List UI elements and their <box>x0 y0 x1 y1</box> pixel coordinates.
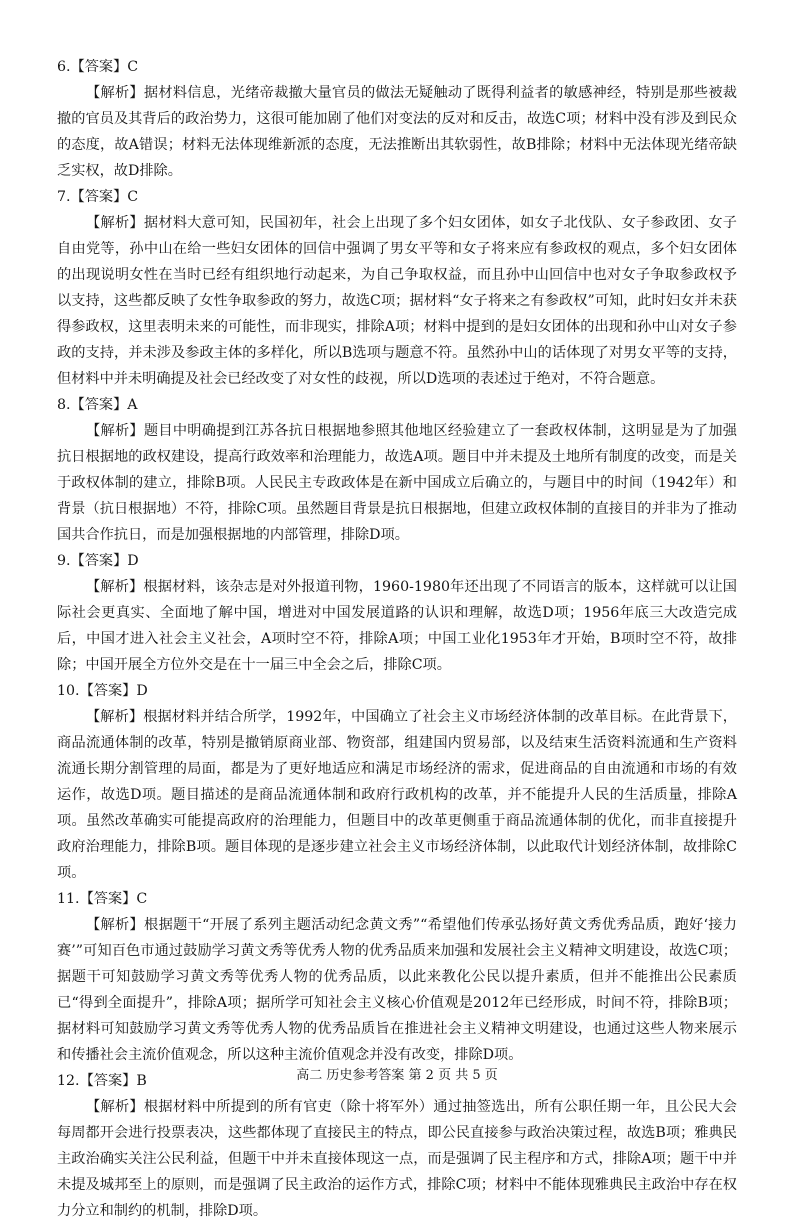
page-footer: 高二 历史参考答案 第 2 页 共 5 页 <box>296 1068 498 1083</box>
analysis-10: 【解析】根据材料并结合所学，1992年，中国确立了社会主义市场经济体制的改革目标。在此背景下，商品流通体制的改革，特别是撤销原商业部、物资部，组建国内贸易部，以及结束生活资料流通和生产资料流通长期分割管理的局面，都是为了更好地适应和满足市场经济的需求，促进商品的自由流通和市场的有效运作，故选D项。题目描述的是商品流通体制和政府行政机构的改革，并不能提升人民的生活质量，排除A项。虽然改革确实可能提高政府的治理能力，但题目中的改革更侧重于商品流通体制的优化，而非直接提升政府治理能力，排除B项。题目体现的是逐步建立社会主义市场经济体制，以此取代计划经济体制，故排除C项。 <box>57 709 737 881</box>
answer-12: 12.【答案】B <box>57 1073 147 1089</box>
answer-6: 6.【答案】C <box>57 59 139 75</box>
answer-key-body <box>57 54 737 1224</box>
analysis-11: 【解析】根据题干“开展了系列主题活动纪念黄文秀”“希望他们传承弘扬好黄文秀优秀品质，跑好‘接力赛’”可知百色市通过鼓励学习黄文秀等优秀人物的优秀品质来加强和发展社会主义精神文明建设，故选C项；据题干可知鼓励学习黄文秀等优秀人物的优秀品质，以此来教化公民以提升素质，但并不能推出公民素质已“得到全面提升”，排除A项；据所学可知社会主义核心价值观是2012年已经形成，时间不符，排除B项；据材料可知鼓励学习黄文秀等优秀人物的优秀品质旨在推进社会主义精神文明建设，也通过这些人物来展示和传播社会主流价值观念，所以这种主流价值观念并没有改变，排除D项。 <box>57 917 737 1063</box>
answer-10: 10.【答案】D <box>57 683 148 699</box>
analysis-8: 【解析】题目中明确提到江苏各抗日根据地参照其他地区经验建立了一套政权体制，这明显是为了加强抗日根据地的政权建设，提高行政效率和治理能力，故选A项。题目中并未提及土地所有制度的改变，而是关于政权体制的建立，排除B项。人民民主专政政体是在新中国成立后确立的，与题目中的时间（1942年）和背景（抗日根据地）不符，排除C项。虽然题目背景是抗日根据地，但建立政权体制的直接目的并非为了推动国共合作抗日，而是加强根据地的内部管理，排除D项。 <box>57 423 737 543</box>
analysis-9: 【解析】根据材料，该杂志是对外报道刊物，1960-1980年还出现了不同语言的版本，这样就可以让国际社会更真实、全面地了解中国，增进对中国发展道路的认识和理解，故选D项；1956年底三大改造完成后，中国才进入社会主义社会，A项时空不符，排除A项；中国工业化1953年才开始，B项时空不符，故排除；中国开展全方位外交是在十一届三中全会之后，排除C项。 <box>57 579 737 673</box>
answer-7: 7.【答案】C <box>57 189 139 205</box>
analysis-6: 【解析】据材料信息，光绪帝裁撤大量官员的做法无疑触动了既得利益者的敏感神经，特别是那些被裁撤的官员及其背后的政治势力，这很可能加剧了他们对变法的反对和反击，故选C项；材料中没有涉及到民众的态度，故A错误；材料无法体现维新派的态度，无法推断出其软弱性，故B排除；材料中无法体现光绪帝缺乏实权，故D排除。 <box>57 85 737 179</box>
answer-11: 11.【答案】C <box>57 891 148 907</box>
analysis-7: 【解析】据材料大意可知，民国初年，社会上出现了多个妇女团体，如女子北伐队、女子参政团、女子自由党等，孙中山在给一些妇女团体的回信中强调了男女平等和女子将来应有参政权的观点，多个妇女团体的出现说明女性在当时已经有组织地行动起来，为自己争取权益，而且孙中山回信中也对女子争取参政权予以支持，这些都反映了女性争取参政的努力，故选C项；据材料“女子将来之有参政权”可知，此时妇女并未获得参政权，这里表明未来的可能性，而非现实，排除A项；材料中提到的是妇女团体的出现和孙中山对女子参政的支持，并未涉及参政主体的多样化，所以B选项与题意不符。虽然孙中山的话体现了对男女平等的支持，但材料中并未明确提及社会已经改变了对女性的歧视，所以D选项的表述过于绝对，不符合题意。 <box>57 215 737 387</box>
answer-8: 8.【答案】A <box>57 397 138 413</box>
analysis-12: 【解析】根据材料中所提到的所有官吏（除十将军外）通过抽签选出，所有公职任期一年，且公民大会每周都开会进行投票表决，这些都体现了直接民主的特点，即公民直接参与政治决策过程，故选B项；雅典民主政治确实关注公民利益，但题干中并未直接体现这一点，而是强调了民主程序和方式，排除A项；题干中并未提及城邦至上的原则，而是强调了民主政治的运作方式，排除C项；材料中不能体现雅典民主政治中存在权力分立和制约的机制，排除D项。 <box>57 1099 737 1219</box>
answer-9: 9.【答案】D <box>57 553 139 569</box>
